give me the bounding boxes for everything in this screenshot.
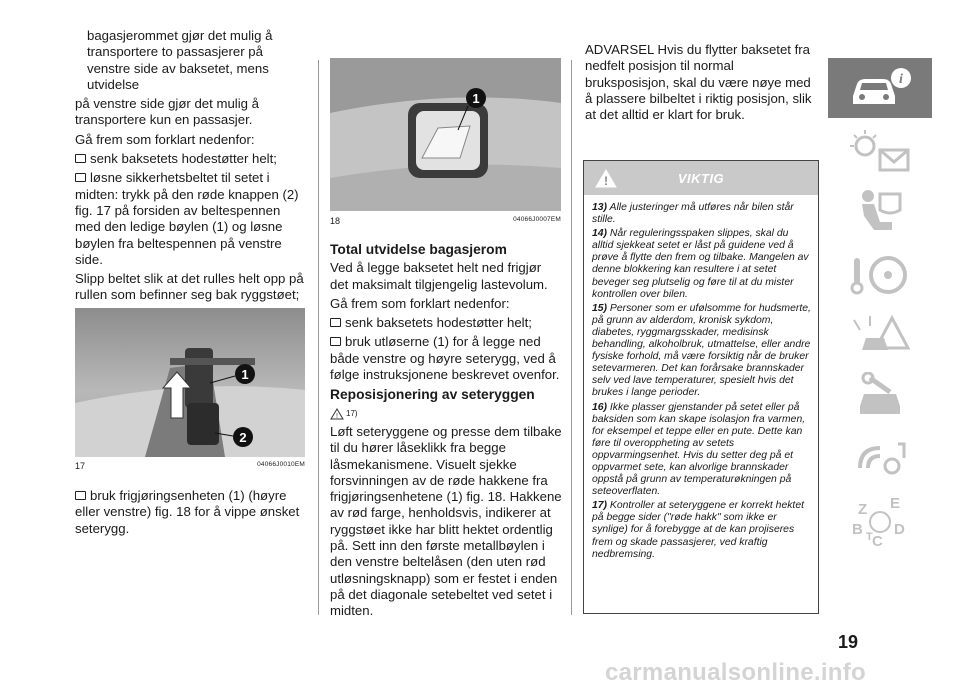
bullet-item xyxy=(330,334,562,383)
note-14 xyxy=(592,228,812,301)
media-nav-icon xyxy=(840,434,920,488)
watermark: carmanualsonline.info xyxy=(605,659,867,686)
figure-17-image xyxy=(75,308,305,457)
column-1-bottom xyxy=(75,488,307,540)
note-text: Kontroller at seteryggene er korrekt hektet på begge sider ("røde hakk" som ikke er synlige) for å forebygge at de kan projiseres frem og skade passasjerer, ved kraftig nedbremsing. xyxy=(592,500,804,560)
note-text: Alle justeringer må utføres når bilen står stille. xyxy=(592,202,794,226)
bullet-item xyxy=(75,151,307,167)
bullet-text: senk baksetets hodestøtter helt; xyxy=(90,151,277,167)
bullet-text: løsne sikkerhetsbeltet til setet i midten: trykk på den røde knappen (2) fig. 17 på forsiden av beltespennen med den ledige bøylen (1) og løsne bøylen fra beltespennen på venstre side. xyxy=(75,170,299,267)
figure-18-caption xyxy=(330,216,561,226)
note-text: Når reguleringsspaken slippes, skal du alltid sjekkeat setet er låst på guidene ved å prøve å flytte den frem og tilbake. Mangelen av denne blokkering kan resultere i at setet beveger seg plutselig og føre til at du mister kontrollen over bilen. xyxy=(592,228,809,300)
bullet-text: bruk frigjøringsenheten (1) (høyre eller venstre) fig. 18 for å vippe ønsket seterygg. xyxy=(75,488,300,536)
paragraph: Løft seteryggene og presse dem tilbake til du hører låseklikk fra begge låsmekanismene. Visuelt sjekke forsvinningen av de røde hakkene fra frigjøringsenhetene (1) fig. 18. Hakkene av rød farge, henholdsvis, indikerer at ryggstøet ikke har blitt hektet ordentlig på. Sett inn den første metallbøylen i den venstre beltelåsen (den uten rød utløsningsknapp) som er festet i enden på det diagonale setebeltet ved setet i midten. xyxy=(330,423,562,619)
figure-code: 04066J0007EM xyxy=(513,216,561,223)
svg-text:E: E xyxy=(890,495,901,512)
figure-number: 18 xyxy=(330,216,341,226)
section-heading: Total utvidelse bagasjerom xyxy=(330,242,507,257)
column-1 xyxy=(75,28,307,307)
tab-car-info[interactable] xyxy=(828,58,932,118)
note-13 xyxy=(592,202,812,226)
note-number: 16) xyxy=(592,401,608,413)
wrench-car-icon xyxy=(840,372,920,426)
tab-maintenance[interactable] xyxy=(828,370,932,428)
note-number: 14) xyxy=(592,228,608,240)
note-text: Personer som er ufølsomme for hudsmerte, på grunn av alderdom, kronisk sykdom, diabetes, ryggmargsskader, medisinsk behandling, alkoholbruk, utmattelse, eller andre fysiske forhold, må være forsiktig når de bruker setevarmeren. Det kan forårsake brannskader selv ved lave temperaturer, spesielt hvis det brukes i lange perioder. xyxy=(592,302,811,399)
viktig-title: VIKTIG xyxy=(677,170,725,186)
paragraph: Ved å legge baksetet helt ned frigjør det maksimalt tilgjengelig lastevolum. xyxy=(330,260,548,292)
seat-release-illustration xyxy=(330,58,561,211)
tab-safety[interactable] xyxy=(828,184,932,242)
ref-number: 17) xyxy=(346,408,358,418)
column-divider xyxy=(318,60,319,615)
warning-ref xyxy=(330,406,562,422)
tab-starting-driving[interactable] xyxy=(828,246,932,304)
paragraph: Gå frem som forklart nedenfor: xyxy=(75,131,255,147)
svg-text:D: D xyxy=(894,521,905,538)
bullet-icon xyxy=(75,154,86,163)
svg-text:i: i xyxy=(899,72,903,87)
svg-text:C: C xyxy=(872,533,883,550)
steering-key-icon xyxy=(840,248,920,302)
bullet-text: senk baksetets hodestøtter helt; xyxy=(345,315,532,331)
bullet-icon xyxy=(330,318,341,327)
bullet-icon xyxy=(75,173,86,182)
note-16 xyxy=(592,402,812,499)
figure-17-caption xyxy=(75,461,305,471)
svg-text:B: B xyxy=(852,521,863,538)
index-letters-icon xyxy=(840,494,920,552)
svg-text:1: 1 xyxy=(472,91,480,106)
bullet-item xyxy=(330,315,562,331)
column-2 xyxy=(330,238,562,623)
tab-multimedia[interactable] xyxy=(828,432,932,490)
viktig-body xyxy=(584,195,818,561)
section-heading: Reposisjonering av seteryggen xyxy=(330,387,535,403)
figure-code: 04066J0010EM xyxy=(257,461,305,468)
seat-airbag-icon xyxy=(840,186,920,240)
warning-lights-icon xyxy=(840,126,920,176)
advarsel-paragraph: ADVARSEL Hvis du flytter baksetet fra nedfelt posisjon til normal bruksposisjon, skal du være nøye med å plassere bilbeltet i riktig posisjon, slik at det alltid er klart for bruk. xyxy=(585,42,812,123)
bullet-item xyxy=(75,170,307,268)
chapter-tabs xyxy=(828,58,932,556)
column-divider xyxy=(571,60,572,615)
svg-text:2: 2 xyxy=(239,430,247,445)
page-number: 19 xyxy=(838,632,859,652)
note-15 xyxy=(592,303,812,400)
svg-text:1: 1 xyxy=(241,367,249,382)
tab-emergency[interactable] xyxy=(828,308,932,366)
figure-18-image xyxy=(330,58,561,211)
bullet-icon xyxy=(330,337,341,346)
tab-warning-lights[interactable] xyxy=(828,122,932,180)
note-number: 17) xyxy=(592,500,608,512)
bullet-item xyxy=(75,488,307,537)
bullet-icon xyxy=(75,491,86,500)
viktig-header xyxy=(584,161,818,195)
hazard-crash-icon xyxy=(840,310,920,364)
svg-text:Z: Z xyxy=(858,501,868,518)
bullet-text: bruk utløserne (1) for å legge ned både venstre og høyre seterygg, ved å følge instruksjonene beskrevet ovenfor. xyxy=(330,334,560,383)
note-text: Ikke plasser gjenstander på setet eller på baksiden som kan skape isolasjon fra varmen, for eksempel et teppe eller en pute. Dette kan føre til overoppheting av setets oppvarmingsenhet. Hvis du setter deg på et oppvarmet sete, kan alvorlige brannskader oppstå på grunn av temperaturøkningen på seteoverflaten. xyxy=(592,401,806,498)
seatbelt-buckle-illustration xyxy=(75,308,305,457)
note-number: 13) xyxy=(592,202,608,213)
svg-text:T: T xyxy=(866,531,873,543)
figure-number: 17 xyxy=(75,461,86,471)
svg-text:!: ! xyxy=(604,174,608,188)
warning-triangle-icon xyxy=(330,408,344,420)
car-info-icon xyxy=(845,66,915,110)
viktig-box xyxy=(583,160,819,614)
paragraph: Slipp beltet slik at det rulles helt opp på rullen som befinner seg bak ryggstøet; xyxy=(75,271,304,303)
warning-triangle-icon xyxy=(594,168,618,189)
paragraph: Gå frem som forklart nedenfor: xyxy=(330,295,510,311)
svg-text:!: ! xyxy=(336,412,338,420)
paragraph: bagasjerommet gjør det mulig å transportere to passasjerer på venstre side av baksetet, mens utvidelse xyxy=(87,28,273,92)
note-number: 15) xyxy=(592,302,608,314)
tab-index[interactable] xyxy=(828,494,932,552)
paragraph: på venstre side gjør det mulig å transportere kun en passasjer. xyxy=(75,96,259,128)
note-17 xyxy=(592,500,812,560)
column-3 xyxy=(585,42,817,126)
